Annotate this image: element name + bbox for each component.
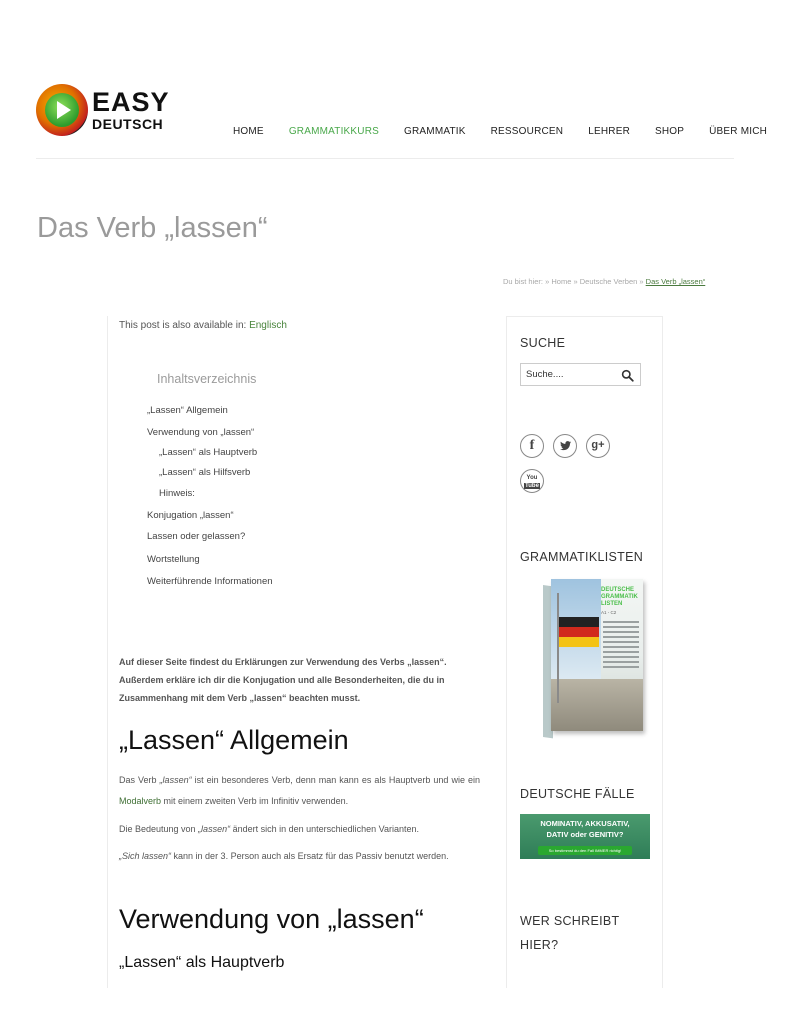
paragraph <box>119 846 480 867</box>
header-divider <box>36 158 734 159</box>
banner-line: DATIV oder GENITIV? <box>546 830 624 839</box>
breadcrumb-current[interactable]: Das Verb „lassen“ <box>645 277 706 286</box>
emphasis: „Sich lassen“ <box>119 851 172 861</box>
search-input[interactable] <box>526 368 620 381</box>
breadcrumb-home[interactable]: Home <box>551 277 572 286</box>
toc-item[interactable]: Lassen oder gelassen? <box>147 531 246 542</box>
author-widget-title <box>520 909 619 957</box>
toc-item[interactable]: Weiterführende Informationen <box>147 576 273 587</box>
toc-item[interactable]: „Lassen“ als Hilfsverb <box>159 467 251 478</box>
toc-title: Inhaltsverzeichnis <box>157 372 257 386</box>
book-title: DEUTSCHE GRAMMATIK LISTEN <box>601 587 638 607</box>
availability-text: This post is also available in: <box>119 320 247 331</box>
paragraph <box>119 819 480 840</box>
toc-item[interactable]: „Lassen“ als Hauptverb <box>159 447 258 458</box>
german-cases-banner[interactable] <box>520 814 650 859</box>
english-version-link[interactable]: Englisch <box>249 320 287 331</box>
breadcrumb-section[interactable]: Deutsche Verben <box>579 277 638 286</box>
section-heading-allgemein: „Lassen“ Allgemein <box>119 725 349 755</box>
emphasis: „lassen“ <box>198 824 231 834</box>
nav-item-lehrer[interactable]: LEHRER <box>588 126 630 137</box>
toc-item[interactable]: Hinweis: <box>159 488 195 499</box>
grammar-lists-book-cover[interactable] <box>543 579 643 739</box>
nav-item-ueber-mich[interactable]: ÜBER MICH <box>709 126 768 137</box>
author-title-line: WER SCHREIBT <box>520 914 620 928</box>
nav-item-home[interactable]: HOME <box>233 126 264 137</box>
breadcrumb-separator: » <box>639 277 644 286</box>
page-title: Das Verb „lassen“ <box>37 212 268 244</box>
modalverb-link[interactable]: Modalverb <box>119 796 162 806</box>
text: mit einem zweiten Verb im Infinitiv verwenden. <box>161 796 349 806</box>
intro-paragraph: Auf dieser Seite findest du Erklärungen zur Verwendung des Verbs „lassen“. Außerdem erkläre ich dir die Konjugation und alle Besonderheiten, die du in Zusammenhang mit dem Verb „lassen“ beachten musst. <box>119 657 447 703</box>
facebook-icon[interactable]: f <box>520 434 544 458</box>
nav-item-grammatik[interactable]: GRAMMATIK <box>404 126 466 137</box>
toc-item[interactable]: Verwendung von „lassen“ <box>147 427 255 438</box>
logo-play-icon <box>36 84 88 136</box>
paragraph <box>119 770 480 812</box>
logo-text-deutsch: DEUTSCH <box>92 116 164 132</box>
emphasis: „lassen“ <box>159 775 192 785</box>
twitter-icon[interactable] <box>553 434 577 458</box>
nav-item-shop[interactable]: SHOP <box>655 126 685 137</box>
search-widget-title: SUCHE <box>520 336 566 350</box>
breadcrumb-prefix: Du bist hier: » <box>503 277 550 286</box>
search-box <box>520 363 641 386</box>
grammar-lists-title: GRAMMATIKLISTEN <box>520 550 644 564</box>
author-title-line: HIER? <box>520 938 559 952</box>
banner-cta: So bestimmst du den Fall IMMER richtig! <box>538 846 632 855</box>
search-icon[interactable] <box>621 369 634 382</box>
main-nav <box>233 120 768 144</box>
text: ändert sich in den unterschiedlichen Varianten. <box>230 824 420 834</box>
google-plus-icon[interactable]: g+ <box>586 434 610 458</box>
text: ist ein besonderes Verb, denn man kann es als Hauptverb und wie ein <box>191 775 480 785</box>
breadcrumb <box>503 277 705 286</box>
toc-item[interactable]: Wortstellung <box>147 554 200 565</box>
text: Die Bedeutung von <box>119 824 199 834</box>
text: kann in der 3. Person auch als Ersatz für das Passiv benutzt werden. <box>171 851 449 861</box>
book-level: A1 - C2 <box>601 610 617 615</box>
breadcrumb-separator: » <box>573 277 578 286</box>
toc-item[interactable]: Konjugation „lassen“ <box>147 510 234 521</box>
language-availability <box>119 320 287 331</box>
site-logo[interactable] <box>36 84 176 140</box>
toc-item[interactable]: „Lassen“ Allgemein <box>147 405 228 416</box>
german-cases-title: DEUTSCHE FÄLLE <box>520 787 635 801</box>
nav-item-ressourcen[interactable]: RESSOURCEN <box>490 126 564 137</box>
content-divider <box>107 316 108 988</box>
subheading-hauptverb: „Lassen“ als Hauptverb <box>119 954 285 971</box>
text: Das Verb <box>119 775 160 785</box>
logo-text-easy: EASY <box>92 87 170 117</box>
section-heading-verwendung: Verwendung von „lassen“ <box>119 904 424 934</box>
youtube-icon[interactable]: You Tube <box>520 469 544 493</box>
nav-item-grammatikkurs[interactable]: GRAMMATIKKURS <box>288 126 380 137</box>
sidebar <box>506 316 663 988</box>
banner-line: NOMINATIV, AKKUSATIV, <box>540 819 630 828</box>
